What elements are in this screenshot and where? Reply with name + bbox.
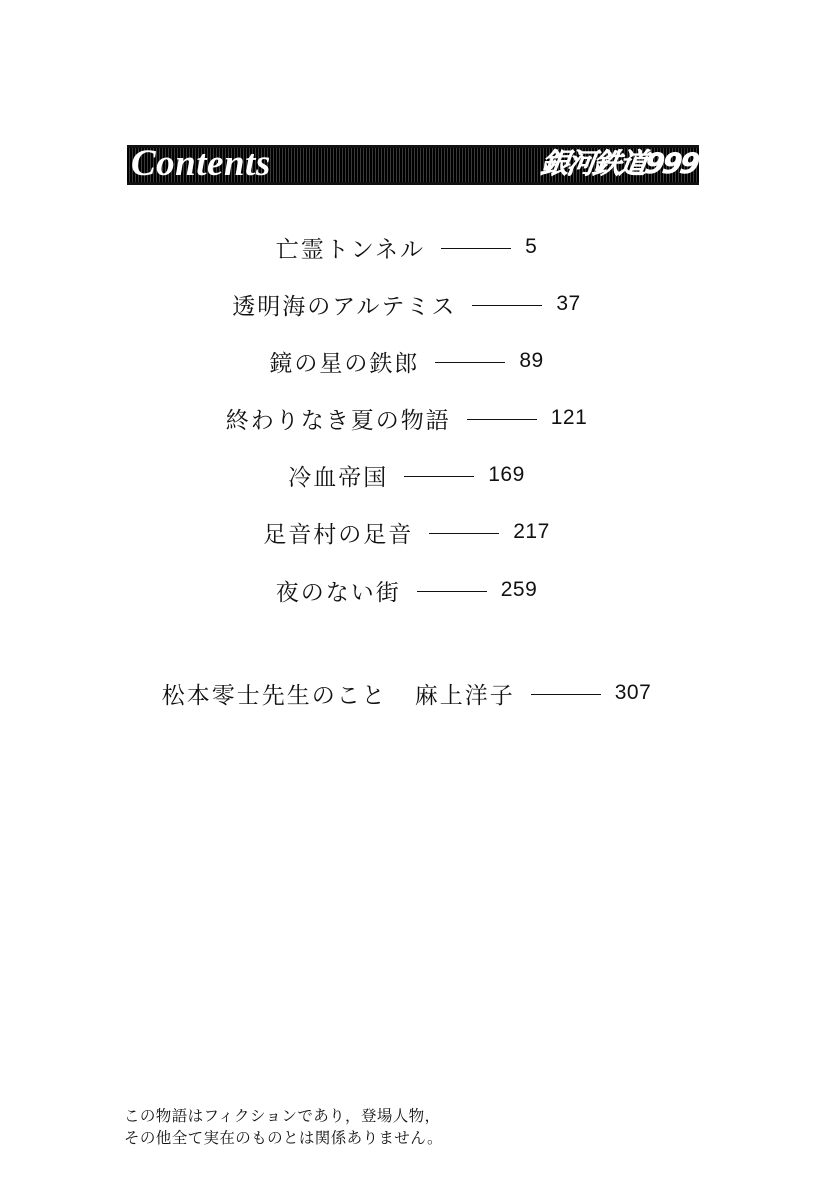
disclaimer-line-2: その他全て実在のものとは関係ありません。 (124, 1129, 443, 1147)
toc-afterword-author: 麻上洋子 (414, 682, 515, 709)
toc-leader-line (467, 419, 537, 420)
toc-entry[interactable] (0, 284, 813, 324)
fiction-disclaimer (124, 1105, 443, 1149)
toc-leader-line (531, 694, 601, 695)
toc-entry-page: 217 (513, 520, 550, 543)
toc-afterword-entry[interactable] (0, 673, 813, 713)
toc-leader-line (435, 362, 505, 363)
toc-leader-line (417, 591, 487, 592)
toc-entry-title: 終わりなき夏の物語 (225, 407, 451, 434)
toc-leader-line (429, 533, 499, 534)
toc-entry[interactable] (0, 570, 813, 610)
toc-entry-page: 89 (519, 349, 544, 372)
series-logo: 銀河鉄道999 (538, 147, 700, 180)
toc-entry[interactable] (0, 341, 813, 381)
toc-entry[interactable] (0, 512, 813, 552)
toc-afterword-title: 松本零士先生のこと (161, 682, 387, 709)
toc-entry[interactable] (0, 227, 813, 267)
toc-entry-title: 透明海のアルテミス (232, 293, 457, 320)
toc-entry-page: 259 (500, 578, 538, 601)
toc-leader-line (404, 476, 474, 477)
toc-entry-title: 足音村の足音 (263, 521, 414, 548)
toc-entry-title: 鏡の星の鉄郎 (269, 350, 420, 377)
toc-entry-page: 169 (488, 463, 525, 486)
contents-heading: Contents (131, 143, 271, 184)
toc-entry[interactable] (0, 455, 813, 495)
disclaimer-line-1: この物語はフィクションであり，登場人物， (124, 1107, 441, 1125)
toc-entry-page: 121 (550, 406, 588, 429)
toc-entry-title: 亡霊トンネル (275, 236, 426, 263)
toc-afterword-page: 307 (614, 681, 652, 704)
toc-entry-page: 5 (525, 235, 538, 258)
toc-entry[interactable] (0, 398, 813, 438)
toc-entry-title: 冷血帝国 (288, 464, 389, 491)
toc-entry-page: 37 (556, 292, 581, 315)
toc-entry-title: 夜のない街 (275, 579, 401, 606)
toc-leader-line (441, 248, 511, 249)
contents-header (127, 145, 699, 185)
toc-leader-line (472, 305, 542, 306)
